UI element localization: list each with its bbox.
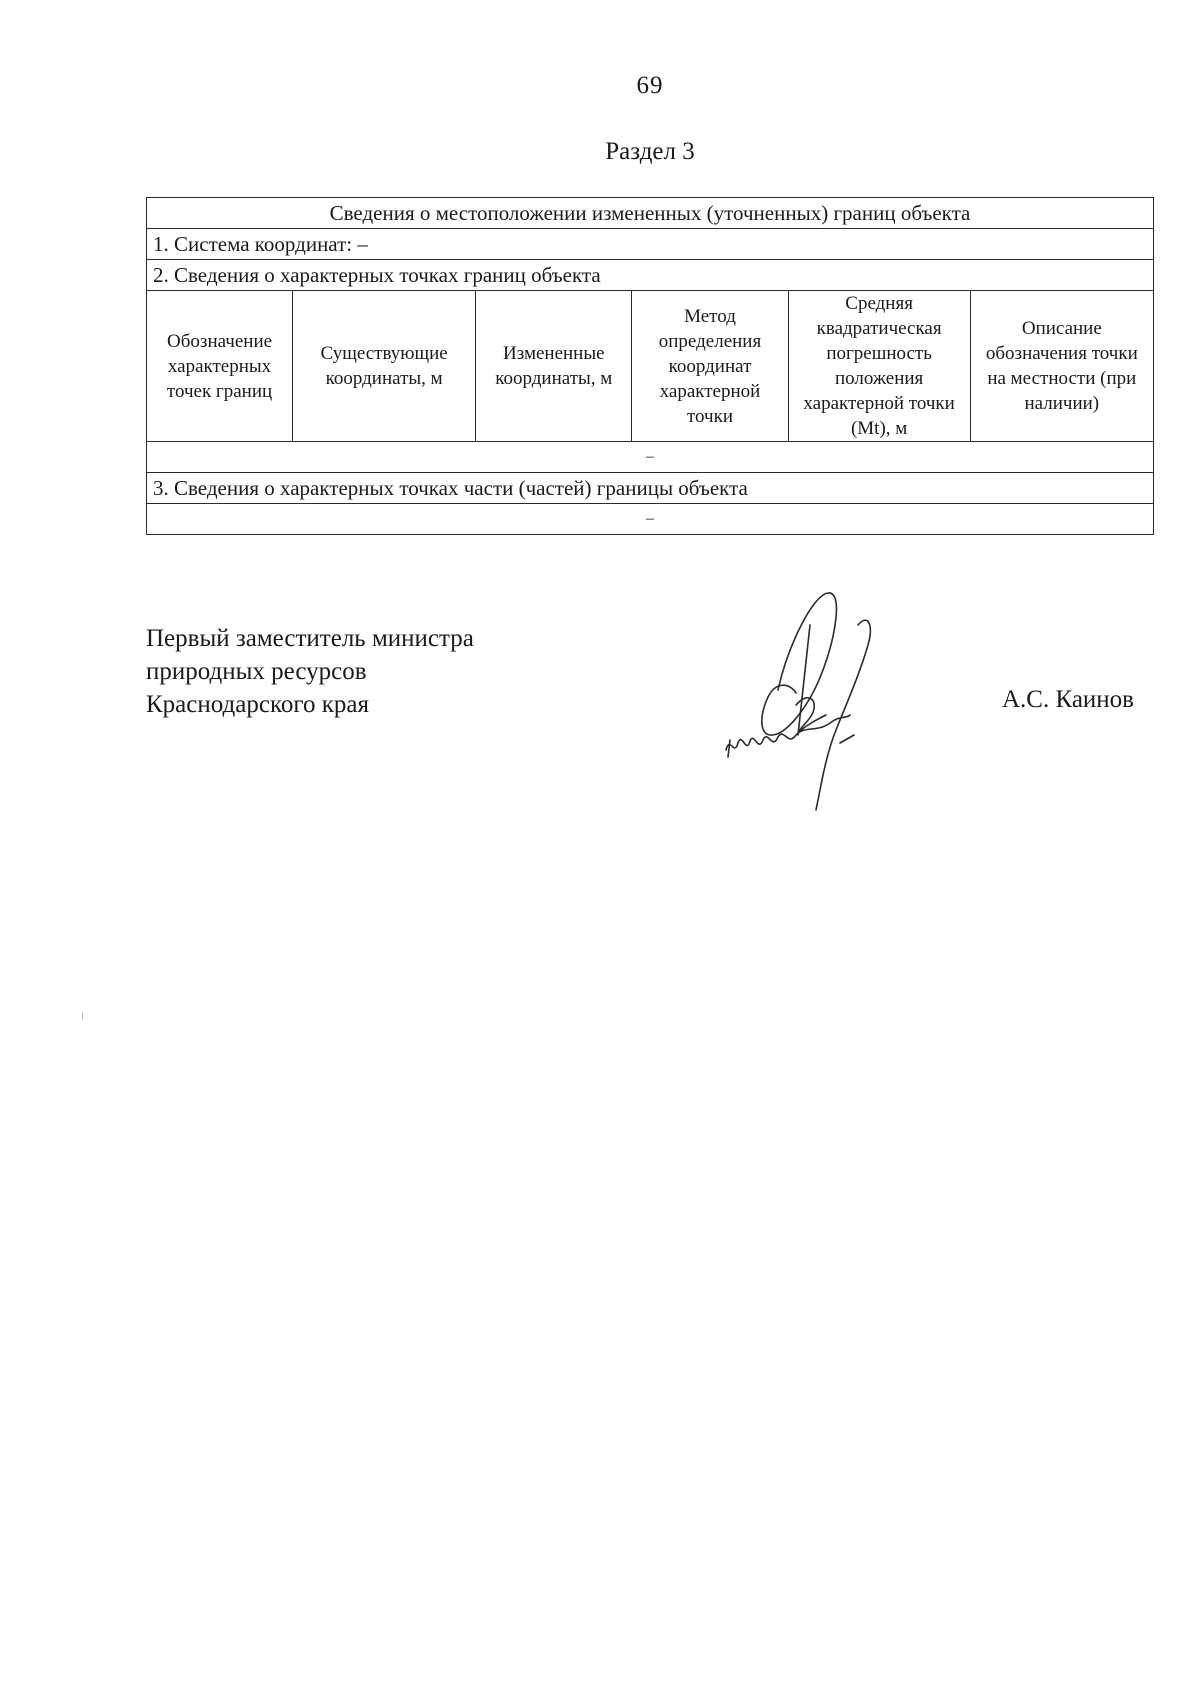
signatory-position-line-2: природных ресурсов <box>146 658 367 685</box>
column-headers-row <box>147 291 1154 442</box>
parts-value: – <box>147 504 1154 535</box>
points-value: – <box>147 442 1154 473</box>
points-value-row <box>147 442 1154 473</box>
parts-heading-row <box>147 473 1154 504</box>
coordinate-system-row <box>147 229 1154 260</box>
handwritten-signature <box>718 585 898 815</box>
signatory-position-line-1: Первый заместитель министра <box>146 625 474 652</box>
signatory-position-line-3: Краснодарского края <box>146 691 369 718</box>
column-header-point-designation: Обозначение характерных точек границ <box>147 291 293 442</box>
table-title-row <box>147 198 1154 229</box>
page-number: 69 <box>636 72 664 99</box>
scan-artifact <box>82 1012 83 1020</box>
column-header-method: Метод определения координат характерной точки <box>632 291 788 442</box>
column-header-mean-square-error: Средняя квадратическая погрешность положения характерной точки (Mt), м <box>788 291 970 442</box>
points-heading-row <box>147 260 1154 291</box>
boundary-info-table <box>146 197 1154 535</box>
section-title: Раздел 3 <box>605 138 695 165</box>
table-title: Сведения о местоположении измененных (уточненных) границ объекта <box>147 198 1154 229</box>
column-header-point-description: Описание обозначения точки на местности (при наличии) <box>970 291 1153 442</box>
column-header-existing-coordinates: Существующие координаты, м <box>293 291 476 442</box>
coordinate-system: 1. Система координат: – <box>147 229 1154 260</box>
parts-heading: 3. Сведения о характерных точках части (частей) границы объекта <box>147 473 1154 504</box>
column-header-changed-coordinates: Измененные координаты, м <box>476 291 632 442</box>
signatory-position <box>146 622 474 721</box>
parts-value-row <box>147 504 1154 535</box>
signer-name: А.С. Каинов <box>1002 686 1134 713</box>
points-heading: 2. Сведения о характерных точках границ объекта <box>147 260 1154 291</box>
